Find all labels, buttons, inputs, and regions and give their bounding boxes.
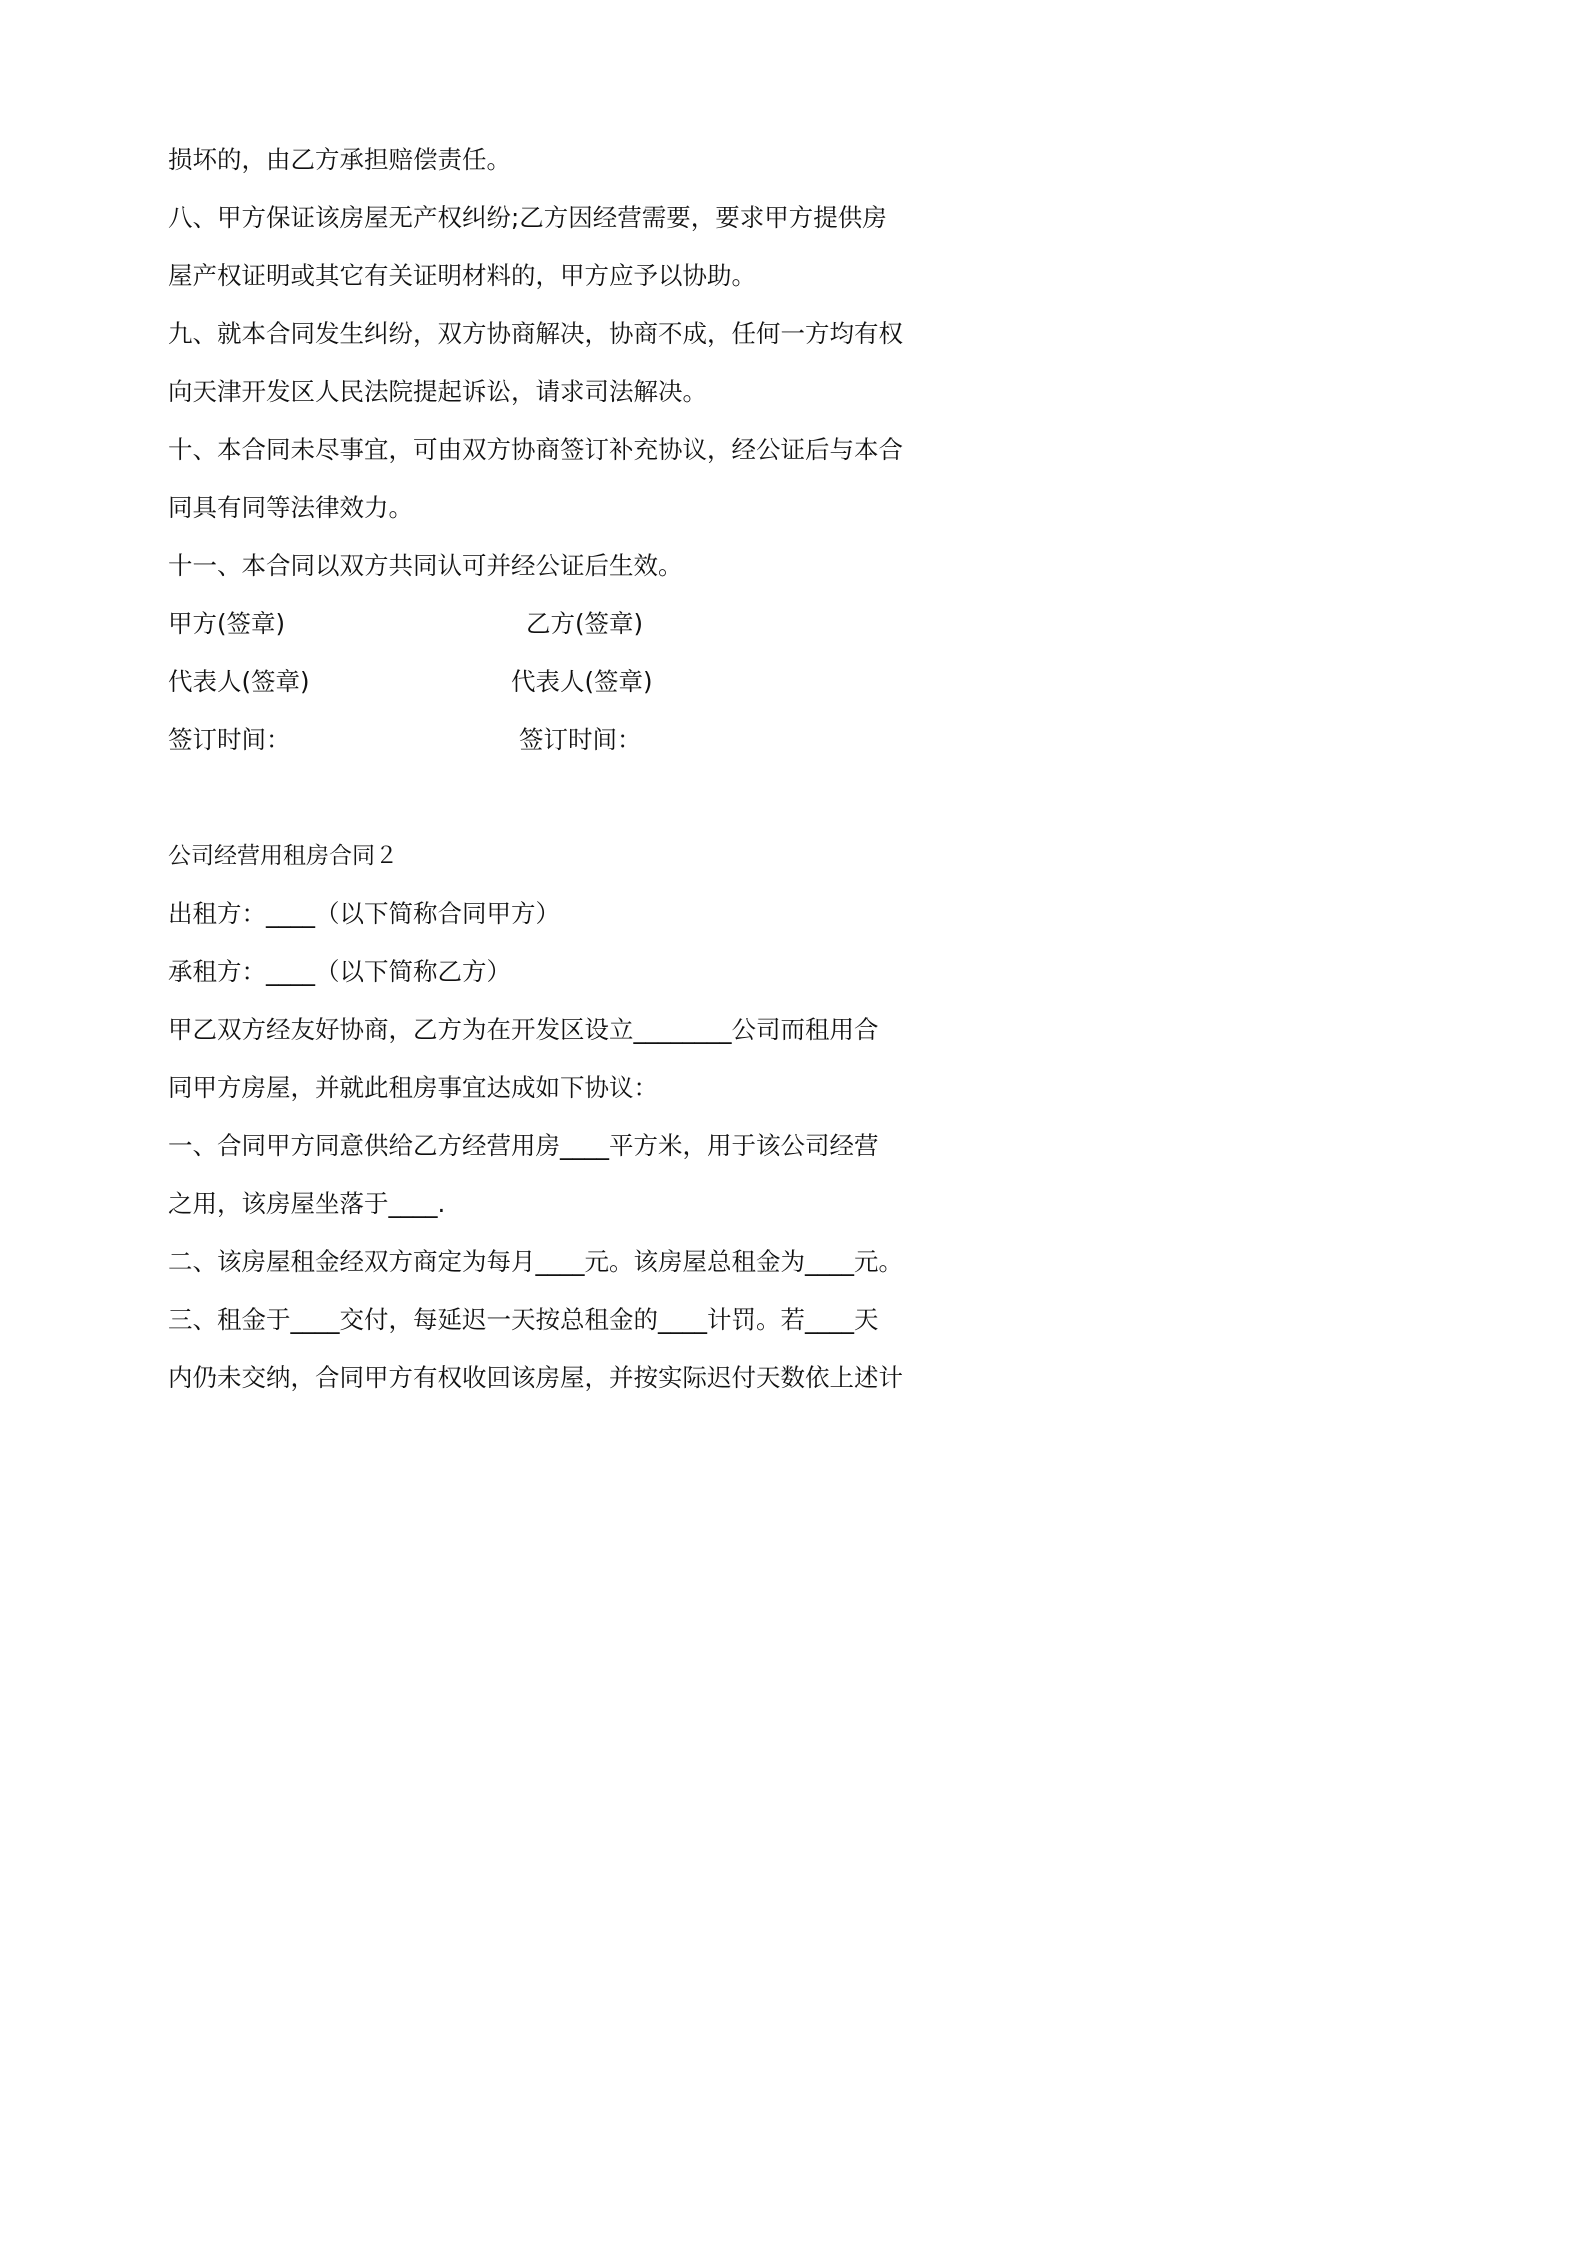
party-a-signature-label: 甲方(签章) — [168, 609, 286, 638]
clause-7-continuation: 损坏的，由乙方承担赔偿责任。 — [168, 145, 511, 174]
clause-9-line-2: 向天津开发区人民法院提起诉讼，请求司法解决。 — [168, 377, 707, 406]
clause-3-line-1: 三、租金于____交付，每延迟一天按总租金的____计罚。若____天 — [168, 1305, 879, 1334]
clause-2: 二、该房屋租金经双方商定为每月____元。该房屋总租金为____元。 — [168, 1247, 903, 1276]
signing-date-a-label: 签订时间： — [168, 725, 291, 754]
clause-8-line-2: 屋产权证明或其它有关证明材料的，甲方应予以协助。 — [168, 261, 756, 290]
lessee-line: 承租方：____（以下简称乙方） — [168, 957, 511, 986]
clause-11: 十一、本合同以双方共同认可并经公证后生效。 — [168, 551, 683, 580]
preamble-line-1: 甲乙双方经友好协商，乙方为在开发区设立________公司而租用合 — [168, 1015, 879, 1044]
clause-10-line-2: 同具有同等法律效力。 — [168, 493, 413, 522]
representative-b-signature-label: 代表人(签章) — [511, 667, 653, 696]
clause-3-line-2: 内仍未交纳，合同甲方有权收回该房屋，并按实际迟付天数依上述计 — [168, 1363, 903, 1392]
representative-a-signature-label: 代表人(签章) — [168, 667, 310, 696]
party-b-signature-label: 乙方(签章) — [526, 609, 644, 638]
clause-9-line-1: 九、就本合同发生纠纷，双方协商解决，协商不成，任何一方均有权 — [168, 319, 903, 348]
clause-10-line-1: 十、本合同未尽事宜，可由双方协商签订补充协议，经公证后与本合 — [168, 435, 903, 464]
signing-date-b-label: 签订时间： — [519, 725, 642, 754]
contract-2-title: 公司经营用租房合同２ — [168, 843, 398, 869]
preamble-line-2: 同甲方房屋，并就此租房事宜达成如下协议： — [168, 1073, 658, 1102]
lessor-line: 出租方：____（以下简称合同甲方） — [168, 899, 560, 928]
document-page — [0, 0, 1103, 1560]
clause-1-line-2: 之用，该房屋坐落于____. — [168, 1189, 446, 1218]
clause-8-line-1: 八、甲方保证该房屋无产权纠纷;乙方因经营需要，要求甲方提供房 — [168, 203, 887, 232]
clause-1-line-1: 一、合同甲方同意供给乙方经营用房____平方米，用于该公司经营 — [168, 1131, 879, 1160]
